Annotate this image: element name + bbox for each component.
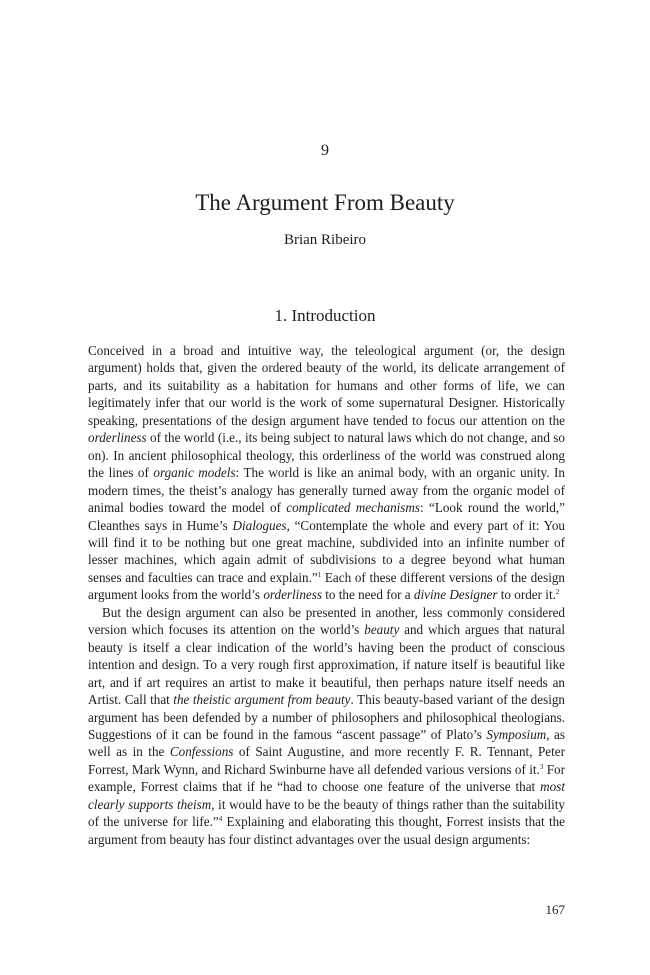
- text-run: and which argues that natural beauty is itself a clear indication of the world’s having been the product of conscious intention and design. To a very rough first approximation, if nature itself is beautiful like art, and if art requires an artist to make it beautiful, then perhaps nature itself needs an Artist. Call that: [88, 622, 566, 708]
- italic-text: beauty: [364, 622, 400, 638]
- text-run: , “Contemplate the whole and every part of it: You will find it to be nothing but one great machine, subdivided into an infinite number of lesser machines, which again admit of subdivisions to a degree beyond what human senses and faculties can trace and explain.”: [88, 517, 565, 585]
- italic-text: Symposium: [486, 726, 547, 742]
- text-run: : The world is like an animal body, with an organic unity. In modern times, the theist’s analogy has generally turned away from the organic model of animal bodies toward the model of: [88, 465, 565, 516]
- footnote-marker: 2: [555, 588, 560, 597]
- text-run: . This beauty-based variant of the design argument has been defended by a number of philosophers and philosophical theologians. Suggestions of it can be found in the famous “ascent passage” of Plato’s: [88, 692, 565, 742]
- paragraph: [88, 342, 565, 604]
- italic-text: complicated mechanisms: [286, 500, 421, 516]
- italic-text: Confessions: [169, 744, 234, 760]
- text-run: to the need for a: [321, 587, 414, 603]
- section-heading: 1. Introduction: [274, 306, 376, 325]
- italic-text: organic models: [153, 465, 236, 481]
- italic-text: the theistic argument from beauty: [173, 692, 351, 708]
- text-run: Explaining and elaborating this thought, Forrest insists that the argument from beauty has four distinct advantages over the usual design arguments:: [88, 814, 565, 847]
- text-run: , it would have to be the beauty of things rather than the suitability of the universe for life.”: [88, 796, 566, 830]
- text-run: to order it.: [497, 587, 556, 603]
- italic-text: divine Designer: [413, 587, 498, 603]
- footnote-marker: 1: [317, 570, 322, 579]
- italic-text: most clearly supports theism: [88, 779, 565, 812]
- text-run: , as well as in the: [88, 726, 565, 760]
- italic-text: orderliness: [263, 587, 322, 603]
- text-run: : “Look round the world,” Cleanthes says in Hume’s: [88, 500, 565, 533]
- text-run: For example, Forrest claims that if he “had to choose one feature of the universe that: [88, 761, 566, 795]
- chapter-title: The Argument From Beauty: [195, 190, 455, 215]
- chapter-author: Brian Ribeiro: [283, 232, 367, 248]
- text-run: Each of these different versions of the design argument looks from the world’s: [88, 569, 565, 603]
- footnote-marker: 3: [539, 762, 544, 771]
- italic-text: Dialogues: [232, 517, 287, 533]
- page-number: 167: [545, 902, 565, 917]
- text-run: of Saint Augustine, and more recently F. R. Tennant, Peter Forrest, Mark Wynn, and Richard Swinburne have all defended various versions of it.: [88, 744, 565, 777]
- italic-text: orderliness: [88, 430, 147, 446]
- text-run: But the design argument can also be presented in another, less commonly considered version which focuses its attention on the world’s: [88, 604, 565, 638]
- text-run: of the world (i.e., its being subject to natural laws which do not change, and so on). In ancient philosophical theology, this orderliness of the world was construed along the lines of: [88, 430, 565, 481]
- footnote-marker: 4: [218, 815, 223, 824]
- paragraph: [88, 604, 565, 848]
- text-run: Conceived in a broad and intuitive way, the teleological argument (or, the design argument) holds that, given the ordered beauty of the world, its delicate arrangement of parts, and its suitability as a habitation for humans and other forms of life, we can legitimately infer that our world is the work of some supernatural Designer. Historically speaking, presentations of the design argument have tended to focus our attention on the: [88, 343, 565, 428]
- chapter-number: 9: [321, 142, 329, 159]
- body-text: [88, 342, 565, 848]
